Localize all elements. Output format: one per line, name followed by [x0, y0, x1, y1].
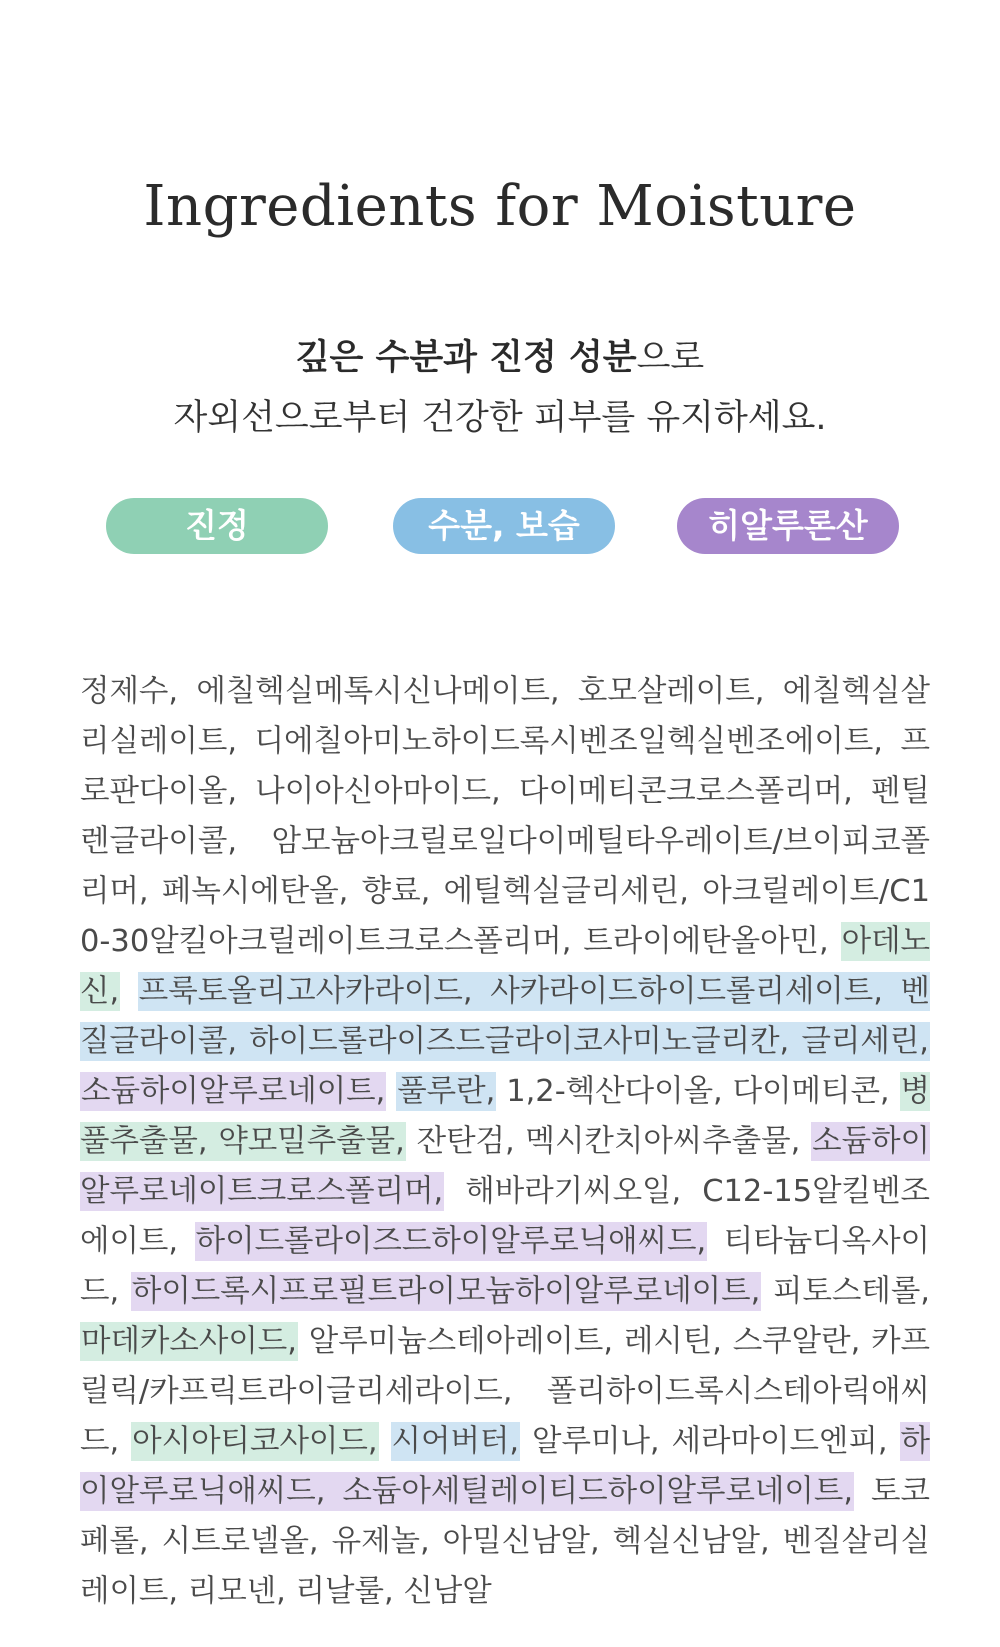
subtitle-emphasis: 깊은 수분과 진정 성분: [295, 338, 637, 378]
ingredient-text: 피토스테롤,: [761, 1273, 930, 1309]
ingredient-highlight-moisture: 프룩토올리고사카라이드, 사카라이드하이드롤리세이트, 벤질글라이콜, 하이드롤라이즈드글라이코사미노글리칸, 글리세린,: [80, 973, 930, 1059]
ingredient-text: [120, 974, 138, 1009]
ingredient-highlight-moisture: 시어버터,: [391, 1423, 520, 1459]
page-title: Ingredients for Moisture: [143, 174, 857, 239]
tag-soothing: 진정: [106, 498, 328, 554]
ingredient-highlight-soothing: 아데노신,: [80, 923, 930, 1009]
tag-hyaluronic: 히알루론산: [677, 498, 899, 554]
tag-moisture: 수분, 보습: [393, 498, 615, 554]
ingredient-text: 티타늄디옥사이드,: [80, 1223, 931, 1309]
ingredient-text: 잔탄검, 멕시칸치아씨추출물,: [405, 1123, 812, 1159]
subtitle-text: 으로: [636, 338, 705, 378]
ingredient-text: 정제수, 에칠헥실메톡시신나메이트, 호모살레이트, 에칠헥실살리실레이트, 디에칠아미노하이드록시벤조일헥실벤조에이트, 프로판다이올, 나이아신아마이드, 다이메티콘크로스폴리머, 펜틸렌글라이콜, 암모늄아크릴로일다이메틸타우레이트/브이피코폴리머, 페녹시에탄올, 향료, 에틸헥실글리세린, 아크릴레이트/C10-30알킬아크릴레이트크로스폴리머, 트라이에탄올아민,: [80, 673, 930, 959]
ingredient-highlight-moisture: 풀루란,: [397, 1073, 496, 1109]
ingredient-highlight-hyaluronic: 하이드록시프로필트라이모늄하이알루로네이트,: [131, 1273, 761, 1309]
ingredient-highlight-hyaluronic: 소듐하이알루로네이트크로스폴리머,: [80, 1123, 930, 1209]
subtitle-line-1: [0, 328, 1000, 388]
ingredient-highlight-hyaluronic: 하이드롤라이즈드하이알루로닉애씨드,: [195, 1223, 707, 1259]
ingredient-text: [386, 1074, 396, 1109]
ingredient-highlight-soothing: 아시아티코사이드,: [132, 1423, 378, 1459]
ingredients-list: [80, 667, 930, 1617]
category-tags: [0, 498, 1000, 556]
ingredient-highlight-soothing: 병풀추출물, 약모밀추출물,: [80, 1073, 930, 1159]
ingredient-text: 알루미늄스테아레이트, 레시틴, 스쿠알란, 카프릴릭/카프릭트라이글리세라이드, 폴리하이드록시스테아릭애씨드,: [80, 1323, 930, 1459]
subtitle: [0, 328, 1000, 448]
ingredient-highlight-hyaluronic: 하이알루로닉애씨드, 소듐아세틸레이티드하이알루로네이트,: [80, 1423, 930, 1509]
ingredient-text: 토코페롤, 시트로넬올, 유제놀, 아밀신남알, 헥실신남알, 벤질살리실레이트, 리모넨, 리날룰, 신남알: [80, 1473, 930, 1609]
ingredient-text: 해바라기씨오일, C12-15알킬벤조에이트,: [80, 1173, 930, 1259]
subtitle-line-2: 자외선으로부터 건강한 피부를 유지하세요.: [173, 398, 827, 438]
ingredient-text: [379, 1424, 391, 1459]
ingredient-highlight-soothing: 마데카소사이드,: [81, 1323, 297, 1359]
ingredient-highlight-hyaluronic: 소듐하이알루로네이트,: [81, 1073, 386, 1109]
ingredient-text: 알루미나, 세라마이드엔피,: [520, 1423, 900, 1459]
ingredient-text: 1,2-헥산다이올, 다이메티콘,: [496, 1073, 900, 1109]
